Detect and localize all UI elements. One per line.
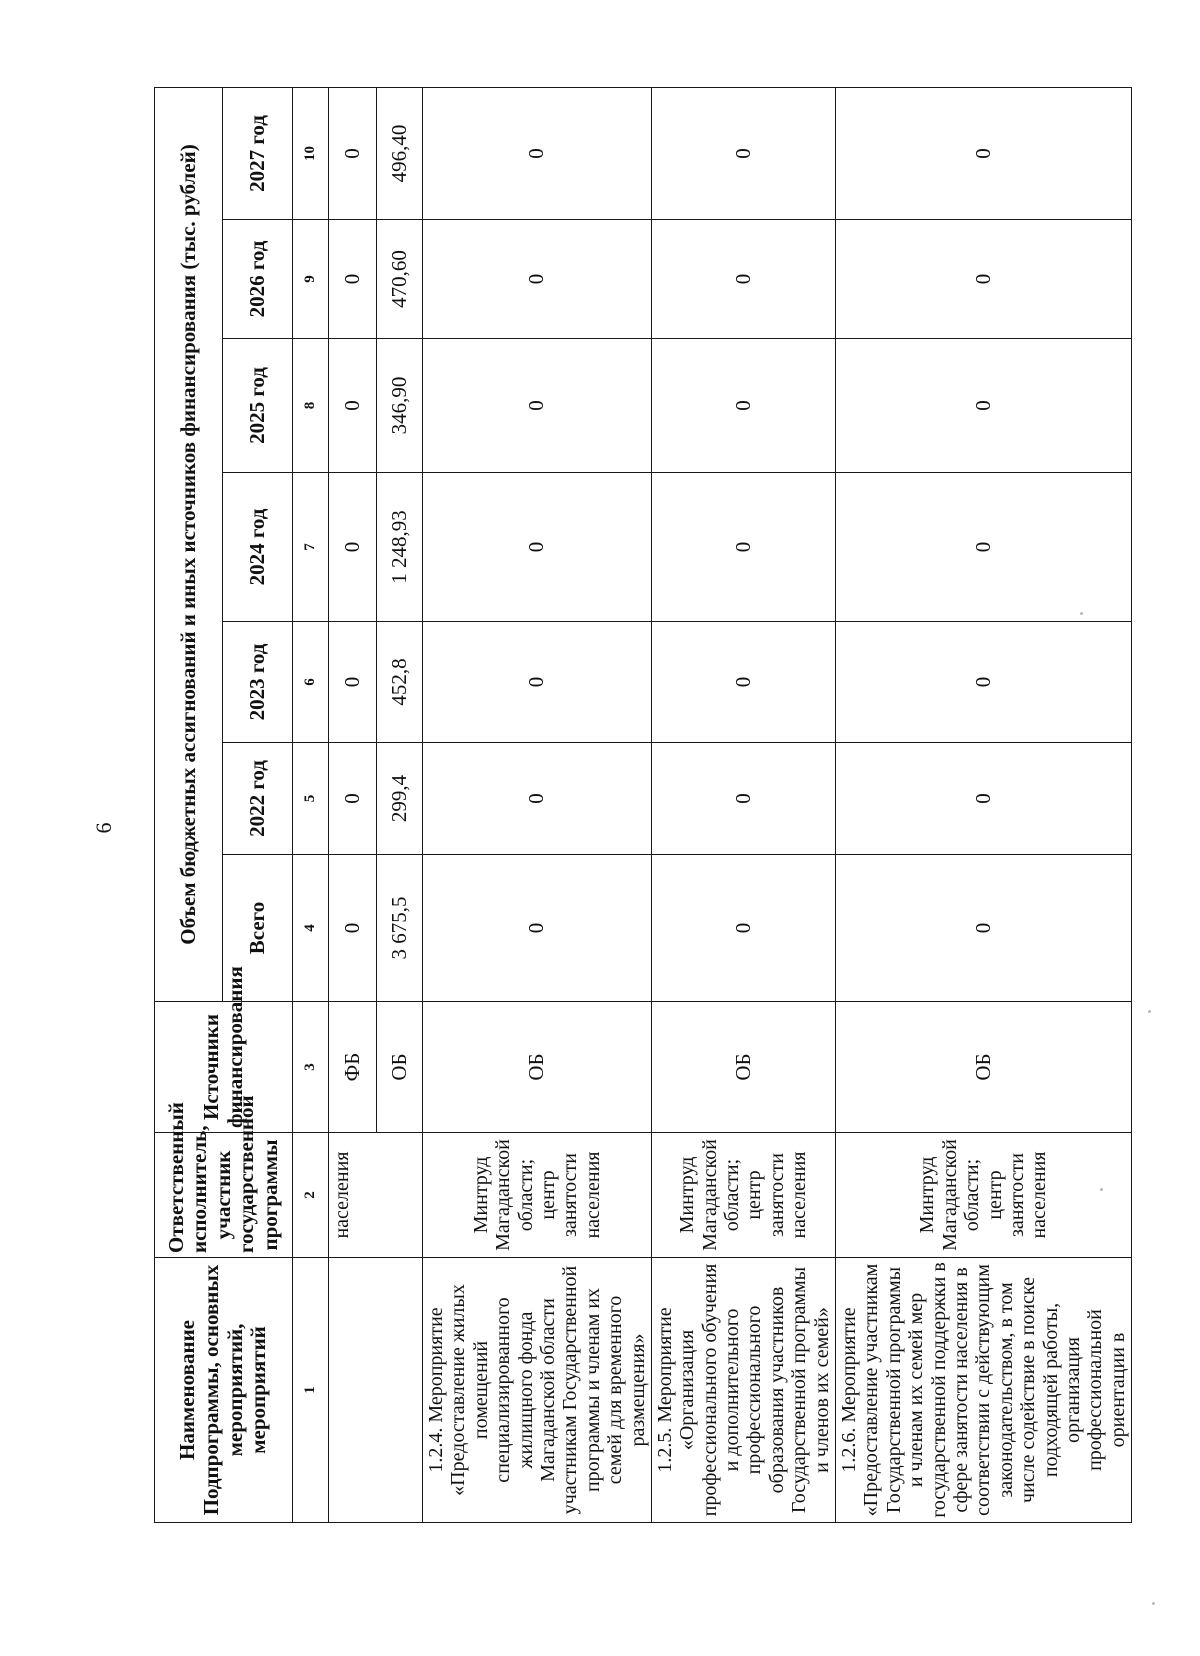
header-2026: 2026 год — [223, 220, 293, 339]
value-cell: 0 — [423, 473, 652, 622]
activity-name-cell: 1.2.5. Мероприятие «Организация профессионального обучения и дополнительного профессионального образования участников Государственной программы и членов их семей» — [651, 1258, 835, 1523]
value-cell: 0 — [651, 622, 835, 743]
column-number: 4 — [293, 855, 329, 1002]
value-cell: 3 675,5 — [377, 855, 423, 1002]
value-cell: 0 — [651, 220, 835, 339]
header-sources: Источники финансирования — [155, 1002, 293, 1133]
column-number: 8 — [293, 339, 329, 473]
header-name: Наименование Подпрограммы, основных мероприятий, мероприятий — [155, 1258, 293, 1523]
column-number: 1 — [293, 1258, 329, 1523]
activity-name-cell: 1.2.4. Мероприятие «Предоставление жилых помещений специализированного жилищного фонда Магаданской области участникам Государственной программы и членам их семей для временного размещения» — [423, 1258, 652, 1523]
value-cell: 346,90 — [377, 339, 423, 473]
value-cell: 0 — [329, 87, 377, 219]
header-2023: 2023 год — [223, 622, 293, 743]
column-number: 5 — [293, 743, 329, 855]
source-cell: ОБ — [377, 1002, 423, 1133]
value-cell: 0 — [651, 87, 835, 219]
value-cell: 0 — [423, 339, 652, 473]
value-cell: 0 — [423, 855, 652, 1002]
table-row-1-2-5 — [651, 87, 835, 1522]
value-cell: 0 — [423, 743, 652, 855]
value-cell: 0 — [836, 339, 1132, 473]
value-cell: 0 — [836, 743, 1132, 855]
value-cell: 0 — [836, 87, 1132, 219]
scan-speck — [1148, 1010, 1151, 1013]
header-funding-group: Объем бюджетных ассигнований и иных источников финансирования (тыс. рублей) — [155, 87, 223, 1001]
value-cell: 0 — [836, 220, 1132, 339]
header-2025: 2025 год — [223, 339, 293, 473]
value-cell: 0 — [651, 473, 835, 622]
value-cell: 0 — [836, 855, 1132, 1002]
column-number: 2 — [293, 1133, 329, 1258]
header-2027: 2027 год — [223, 87, 293, 219]
header-executor: Ответственный исполнитель, участник государственной программы — [155, 1133, 293, 1258]
executor-cell: Минтруд Магаданской области; центр занятости населения — [651, 1133, 835, 1258]
value-cell: 470,60 — [377, 220, 423, 339]
value-cell: 0 — [329, 339, 377, 473]
source-cell: ОБ — [836, 1002, 1132, 1133]
value-cell: 0 — [329, 473, 377, 622]
column-number: 7 — [293, 473, 329, 622]
column-number: 6 — [293, 622, 329, 743]
source-cell: ОБ — [423, 1002, 652, 1133]
scan-speck — [1080, 612, 1083, 615]
column-numbers-row — [293, 87, 329, 1522]
value-cell: 0 — [836, 622, 1132, 743]
rotated-table-container — [154, 88, 1129, 1523]
table-row-1-2-6 — [836, 87, 1132, 1522]
value-cell: 0 — [329, 855, 377, 1002]
column-number: 9 — [293, 220, 329, 339]
column-number: 3 — [293, 1002, 329, 1133]
source-cell: ОБ — [651, 1002, 835, 1133]
scan-speck — [1100, 1188, 1103, 1191]
value-cell: 496,40 — [377, 87, 423, 219]
column-number: 10 — [293, 87, 329, 219]
value-cell: 0 — [329, 220, 377, 339]
budget-table — [154, 87, 1132, 1523]
scan-speck — [1152, 1602, 1155, 1605]
value-cell: 0 — [423, 87, 652, 219]
executor-cell: Минтруд Магаданской области; центр занятости населения — [423, 1133, 652, 1258]
value-cell: 0 — [836, 473, 1132, 622]
value-cell: 0 — [423, 220, 652, 339]
value-cell: 0 — [423, 622, 652, 743]
header-2024: 2024 год — [223, 473, 293, 622]
table-row-1-2-4 — [423, 87, 652, 1522]
value-cell: 1 248,93 — [377, 473, 423, 622]
page-number: 6 — [91, 822, 116, 834]
executor-cell: Минтруд Магаданской области; центр занятости населения — [836, 1133, 1132, 1258]
cont-executor: населения — [329, 1133, 423, 1258]
value-cell: 0 — [651, 743, 835, 855]
header-row-1 — [155, 87, 223, 1522]
value-cell: 0 — [651, 855, 835, 1002]
value-cell: 299,4 — [377, 743, 423, 855]
value-cell: 0 — [329, 622, 377, 743]
source-cell: ФБ — [329, 1002, 377, 1133]
table-row-cont-fb — [329, 87, 377, 1522]
activity-name-cell: 1.2.6. Мероприятие «Предоставление участникам Государственной программы и членам их семей мер государственной поддержки в сфере занятости населения в соответствии с действующим законодательством, в том числе содействие в поиске подходящей работы, организация профессиональной ориентации в — [836, 1258, 1132, 1523]
value-cell: 0 — [651, 339, 835, 473]
cont-name-cell — [329, 1258, 423, 1523]
header-2022: 2022 год — [223, 743, 293, 855]
header-total: Всего — [223, 855, 293, 1002]
value-cell: 0 — [329, 743, 377, 855]
value-cell: 452,8 — [377, 622, 423, 743]
